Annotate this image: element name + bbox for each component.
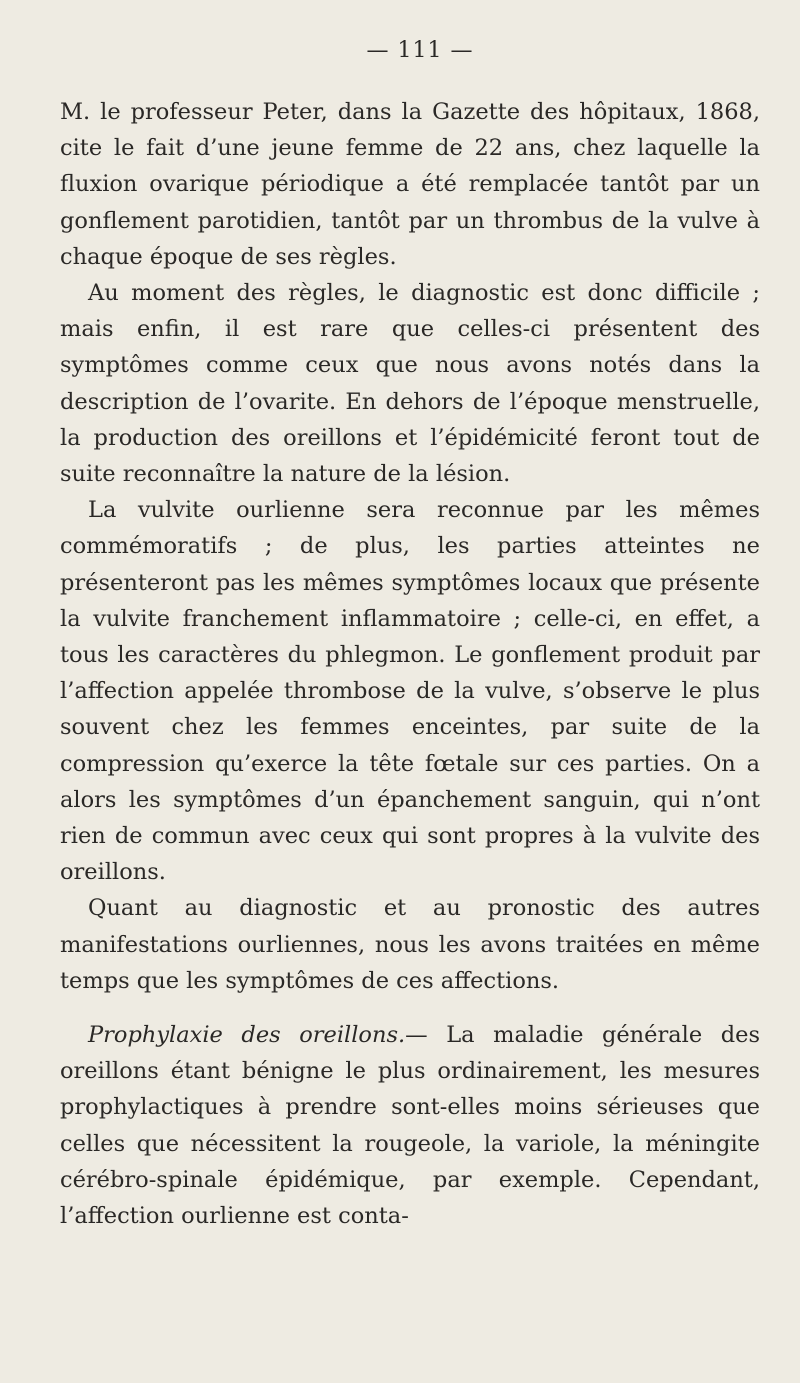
paragraph-other-manifestations: Quant au diagnostic et au pronostic des autres manifestations ourliennes, nous les avons traitées en même temps que les symptômes de ces affections. — [60, 895, 760, 994]
page-number-header: — 111 — — [366, 38, 474, 63]
paragraph-prophylaxie — [60, 1017, 760, 1234]
section-text-prophylaxie: — La maladie générale des oreillons étant bénigne le plus ordinairement, les mesures prophylactiques à prendre sont-elles moins sérieuses que celles que nécessitent la rougeole, la variole, la méningite cérébro-spinale épidémique, par exemple. Cependant, l’affection ourlienne est conta- — [60, 1022, 760, 1230]
section-heading-prophylaxie: Prophylaxie des oreillons. — [88, 1022, 406, 1049]
paragraph-vulvite: La vulvite ourlienne sera reconnue par les mêmes commémoratifs ; de plus, les parties atteintes ne présenteront pas les mêmes symptômes locaux que présente la vulvite franchement inflammatoire ; celle-ci, en effet, a tous les caractères du phlegmon. Le gonflement produit par l’affection appelée thrombose de la vulve, s’observe le plus souvent chez les femmes enceintes, par suite de la compression qu’exerce la tête fœtale sur ces parties. On a alors les symptômes d’un épanchement sanguin, qui n’ont rien de commun avec ceux qui sont propres à la vulvite des oreillons. — [60, 497, 760, 886]
body-text — [60, 94, 760, 1234]
paragraph-diagnosis-regles: Au moment des règles, le diagnostic est donc difficile ; mais enfin, il est rare que celles-ci présentent des symptômes comme ceux que nous avons notés dans la description de l’ovarite. En dehors de l’époque menstruelle, la production des oreillons et l’épidémicité feront tout de suite reconnaître la nature de la lésion. — [60, 280, 760, 488]
paragraph-peter-case: M. le professeur Peter, dans la Gazette des hôpitaux, 1868, cite le fait d’une jeune femme de 22 ans, chez laquelle la fluxion ovarique périodique a été remplacée tantôt par un gonflement parotidien, tantôt par un thrombus de la vulve à chaque époque de ses règles. — [60, 99, 760, 270]
